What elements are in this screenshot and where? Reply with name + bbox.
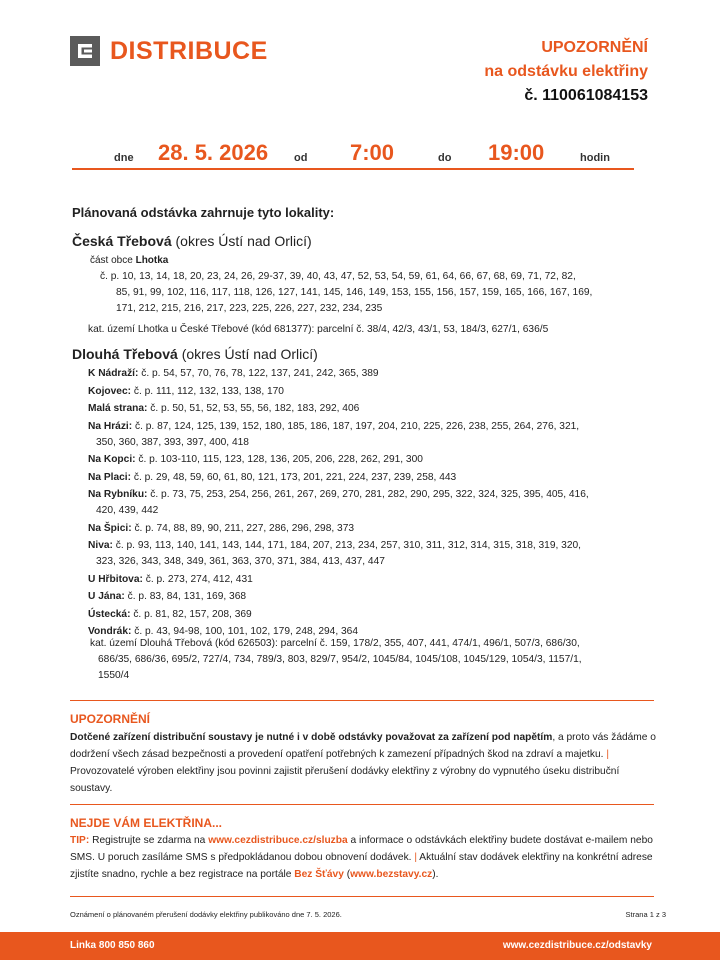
cp-line: 171, 212, 215, 216, 217, 223, 225, 226, 227, 232, 234, 235	[116, 303, 383, 314]
schedule-line	[72, 140, 634, 170]
text-fragment: č. p. 29, 48, 59, 60, 61, 80, 121, 173, 201, 221, 224, 237, 239, 258, 443	[133, 471, 457, 483]
to-label: do	[438, 152, 452, 164]
text-fragment: č. p. 273, 274, 412, 431	[145, 573, 253, 585]
text-fragment: a informace o odstávkách elektřiny budete dostávat e-mailem nebo SMS. U poruch zasíláme SMS s předpokládanou dobou obnovení dodávek.	[70, 835, 653, 863]
text-fragment: Registrujte se zdarma na	[92, 835, 206, 846]
notice-title: UPOZORNĚNÍ	[541, 39, 648, 56]
text-fragment: , a proto vás žádáme o dodržení všech zásad bezpečnosti a provedení opatření potřebných k zamezení případných škod na zdraví a majetku.	[70, 732, 656, 760]
divider	[70, 804, 654, 805]
text-fragment: č. p. 43, 94-98, 100, 101, 102, 179, 248, 294, 364	[134, 626, 358, 637]
date-label: dne	[114, 152, 134, 164]
town-ceska-trebova	[72, 233, 312, 249]
town-district: (okres Ústí nad Orlicí)	[181, 346, 318, 362]
street-item	[88, 366, 658, 382]
text-fragment: č. p. 81, 82, 157, 208, 369	[133, 608, 252, 620]
publication-note: Oznámení o plánovaném přerušení dodávky elektřiny publikováno dne 7. 5. 2026.	[70, 910, 342, 919]
street-list	[88, 366, 658, 640]
text-fragment: č. p. 83, 84, 131, 169, 368	[127, 591, 247, 602]
part-label: část obce	[90, 255, 133, 266]
text-fragment: Provozovatelé výroben elektřiny jsou povinni zajistit přerušení dodávky elektřiny z výrobny do vypnutého úseku distribuční soustavy.	[70, 766, 620, 794]
localities-title: Plánovaná odstávka zahrnuje tyto lokality:	[72, 205, 335, 220]
text-fragment: U Jána:	[88, 591, 125, 602]
text-fragment: Kojovec:	[88, 385, 132, 397]
street-item	[88, 401, 658, 417]
cadastre-dlouha	[90, 636, 660, 684]
service-link[interactable]: www.cezdistribuce.cz/sluzba	[208, 835, 348, 846]
text-fragment: U Hřbitova:	[88, 573, 143, 585]
footer-bar	[0, 932, 720, 960]
from-label: od	[294, 152, 308, 164]
tip-title: NEJDE VÁM ELEKTŘINA...	[70, 816, 223, 830]
text-fragment: Na Špici:	[88, 522, 132, 534]
start-time: 7:00	[350, 140, 395, 165]
cadastre-lhotka: kat. území Lhotka u České Třebové (kód 681377): parcelní č. 38/4, 42/3, 43/1, 53, 184/3, 627/1, 636/5	[88, 324, 549, 335]
text-fragment: Na Rybníku:	[88, 489, 148, 500]
street-item	[88, 538, 658, 554]
text-fragment: Ústecká:	[88, 608, 131, 620]
text-fragment: č. p. 54, 57, 70, 76, 78, 122, 137, 241, 242, 365, 389	[141, 368, 379, 379]
portal-name: Bez Šťávy	[294, 869, 344, 880]
street-item	[88, 419, 658, 435]
notice-header	[484, 36, 648, 108]
brand-name: DISTRIBUCE	[110, 37, 268, 65]
tip-label: TIP:	[70, 835, 90, 846]
cez-logo-icon	[70, 36, 100, 66]
cp-line: 85, 91, 99, 102, 116, 117, 118, 126, 127, 141, 145, 146, 149, 153, 155, 156, 157, 159, 165, 166, 167, 169,	[116, 287, 593, 298]
text-fragment: č. p. 103-110, 115, 123, 128, 136, 205, 206, 228, 262, 291, 300	[138, 454, 423, 465]
tip-text: TIP: Registrujte se zdarma na www.cezdistribuce.cz/sluzba a informace o odstávkách elektřiny budete dostávat e-mailem nebo SMS. U poruch zasíláme SMS s předpokládanou dobou obnovení dodávek. | Aktuální stav dodávek elektřiny na konkrétní adrese zjistíte snadno, rychle a bez registrace na portále Bez Šťávy (www.bezstavy.cz).	[70, 835, 653, 880]
text-fragment: č. p. 74, 88, 89, 90, 211, 227, 286, 296, 298, 373	[134, 522, 355, 534]
street-item-cont: 350, 360, 387, 393, 397, 400, 418	[96, 436, 249, 448]
street-item	[88, 470, 658, 486]
cadastre-line: kat. území Dlouhá Třebová (kód 626503): parcelní č. 159, 178/2, 355, 407, 441, 474/1, 496/1, 507/3, 686/30,	[90, 638, 580, 649]
text-fragment: Niva:	[88, 540, 113, 551]
street-item-cont: 323, 326, 343, 348, 349, 361, 363, 370, 371, 384, 413, 437, 447	[96, 556, 385, 567]
hotline: Linka 800 850 860	[70, 940, 155, 951]
text-fragment: |	[606, 749, 609, 760]
cadastre-line: 1550/4	[98, 670, 130, 681]
divider	[70, 700, 654, 701]
page-number: Strana 1 z 3	[625, 910, 666, 919]
text-fragment: č. p. 93, 113, 140, 141, 143, 144, 171, 184, 207, 213, 234, 257, 310, 311, 312, 314, 315, 318, 319, 320,	[115, 540, 582, 551]
street-item	[88, 452, 658, 468]
cp-line: č. p. 10, 13, 14, 18, 20, 23, 24, 26, 29-37, 39, 40, 43, 47, 52, 53, 54, 59, 61, 64, 66, 67, 68, 69, 71, 72, 82,	[100, 271, 576, 282]
cadastre-line: 686/35, 686/36, 695/2, 727/4, 734, 789/3, 803, 829/7, 954/2, 1045/84, 1045/108, 1045/129, 1054/3, 1157/1,	[98, 654, 582, 665]
street-item	[88, 487, 658, 503]
text-fragment: Na Kopci:	[88, 454, 136, 465]
text-fragment: Malá strana:	[88, 403, 148, 414]
street-item	[88, 589, 658, 605]
end-time: 19:00	[488, 140, 545, 165]
part-name: Lhotka	[135, 255, 169, 266]
warning-text	[70, 729, 660, 797]
street-item	[88, 521, 658, 537]
text-fragment: č. p. 50, 51, 52, 53, 55, 56, 182, 183, 292, 406	[150, 403, 360, 414]
street-item	[88, 572, 658, 588]
outage-date: 28. 5. 2026	[158, 140, 269, 165]
text-fragment: Aktuální stav dodávek elektřiny na konkrétní adrese zjistíte snadno, rychle a bez registrace na portále	[70, 852, 653, 880]
text-fragment: č. p. 111, 112, 132, 133, 138, 170	[133, 385, 284, 397]
warning-title: UPOZORNĚNÍ	[70, 712, 151, 726]
street-item	[88, 607, 658, 623]
text-fragment: č. p. 73, 75, 253, 254, 256, 261, 267, 269, 270, 281, 282, 290, 295, 322, 324, 325, 395, 405, 416,	[150, 489, 589, 500]
text-fragment: Na Hrázi:	[88, 420, 133, 432]
town-district: (okres Ústí nad Orlicí)	[175, 233, 312, 249]
warning-bold: Dotčené zařízení distribuční soustavy je nutné i v době odstávky považovat za zařízení pod napětím	[70, 732, 553, 743]
portal-link[interactable]: www.bezstavy.cz	[350, 869, 433, 880]
cp-list-lhotka	[100, 269, 660, 317]
text-fragment: Vondrák:	[88, 626, 132, 637]
street-item-cont: 420, 439, 442	[96, 505, 159, 516]
text-fragment: č. p. 87, 124, 125, 139, 152, 180, 185, 186, 187, 197, 204, 210, 225, 226, 238, 255, 264, 276, 321,	[135, 420, 580, 432]
divider	[70, 896, 654, 897]
town-dlouha-trebova	[72, 346, 318, 362]
town-name: Česká Třebová	[72, 233, 172, 249]
notice-subtitle: na odstávku elektřiny	[484, 63, 648, 80]
text-fragment: Na Placi:	[88, 471, 132, 483]
town-part	[90, 253, 168, 269]
text-fragment: K Nádraží:	[88, 368, 139, 379]
notice-number: č. 110061084153	[524, 87, 648, 104]
text-fragment: |	[414, 852, 417, 863]
town-name: Dlouhá Třebová	[72, 346, 178, 362]
street-item	[88, 384, 658, 400]
hours-label: hodin	[580, 152, 610, 164]
website-link[interactable]: www.cezdistribuce.cz/odstavky	[502, 940, 652, 951]
